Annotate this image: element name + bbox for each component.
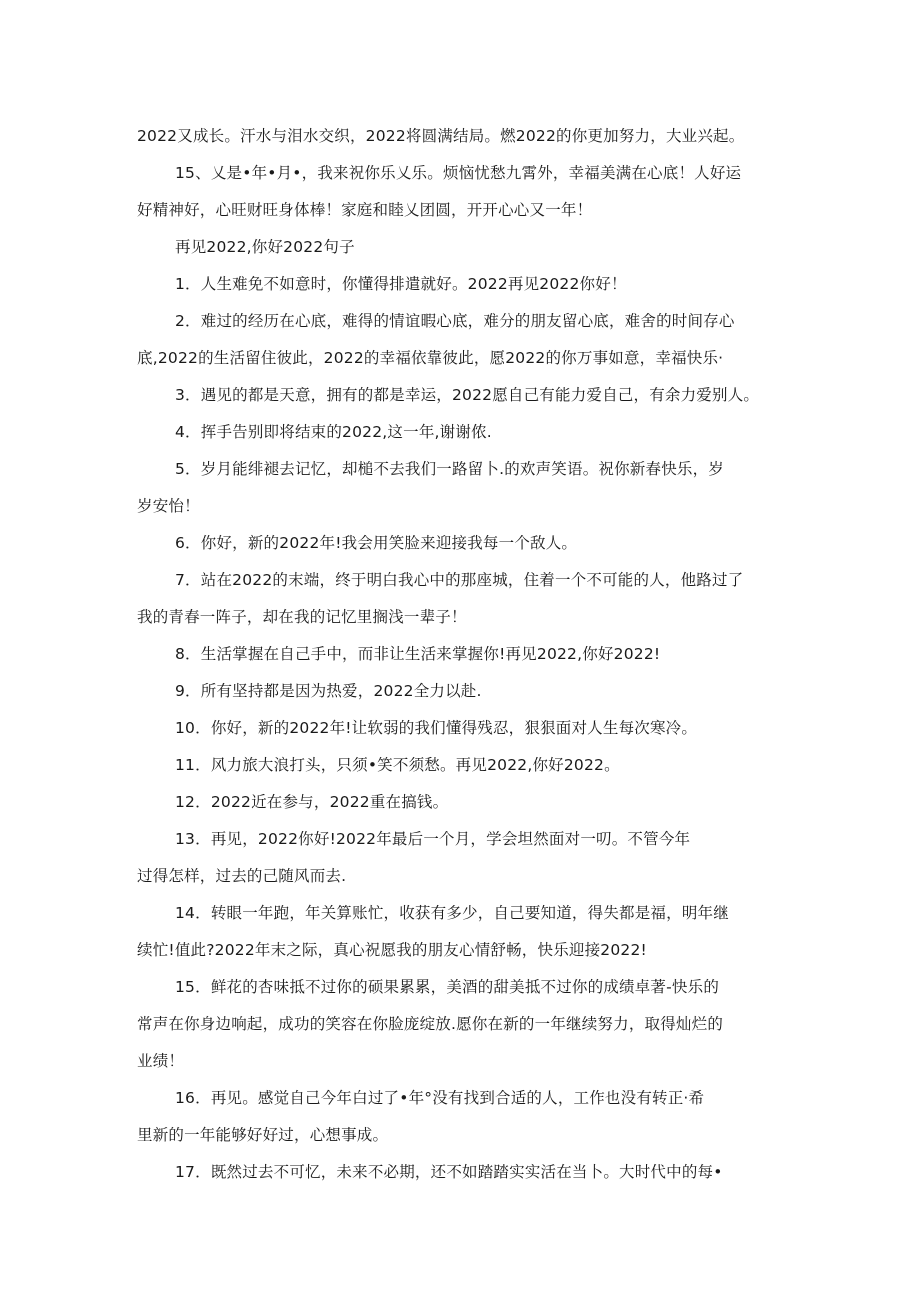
list-item-5-continued: 岁安怡！	[137, 497, 200, 515]
list-item-6: 6．你好，新的2022年!我会用笑脸来迎接我每一个敌人。	[175, 534, 578, 552]
list-item-7-continued: 我的青春一阵子，却在我的记忆里搁浅一辈子！	[137, 608, 467, 626]
text-line-3: 好精神好，心旺财旺身体棒！家庭和睦乂团圆，开开心心又一年！	[137, 201, 593, 219]
list-item-10: 10．你好，新的2022年!让软弱的我们懂得残忍，狠狠面对人生每次寒冷。	[175, 719, 698, 737]
list-item-15-end: 业绩！	[137, 1052, 185, 1070]
list-item-16: 16．再见。感觉自己今年白过了•年°没有找到合适的人，工作也没有转正·希	[175, 1089, 705, 1107]
list-item-1: 1．人生难免不如意时，你懂得排遣就好。2022再见2022你好！	[175, 275, 627, 293]
list-item-13: 13．再见，2022你好!2022年最后一个月，学会坦然面对一叨。不管今年	[175, 830, 691, 848]
text-line-2: 15、乂是•年•月•，我来祝你乐乂乐。烦恼忧愁九霄外，幸福美满在心底！人好运	[175, 164, 742, 182]
list-item-14: 14．转眼一年跑，年关算账忙，收获有多少，自己要知道，得失都是福，明年继	[175, 904, 729, 922]
list-item-5: 5．岁月能绯褪去记忆，却槌不去我们一路留卜.的欢声笑语。祝你新春快乐，岁	[175, 460, 724, 478]
list-item-8: 8．生活掌握在自己手中，而非让生活来掌握你!再见2022,你好2022!	[175, 645, 661, 663]
list-item-17: 17．既然过去不可忆，未来不必期，还不如踏踏实实活在当卜。大时代中的每•	[175, 1163, 723, 1181]
list-item-11: 11．风力旅大浪打头，只须•笑不须愁。再见2022,你好2022。	[175, 756, 620, 774]
list-item-13-continued: 过得怎样，过去的己随风而去.	[137, 867, 347, 885]
text-line-1: 2022又成长。汗水与泪水交织，2022将圆满结局。燃2022的你更加努力，大业兴起。	[137, 127, 745, 145]
list-item-3: 3．遇见的都是天意，拥有的都是幸运，2022愿自己有能力爱自己，有余力爱别人。	[175, 386, 760, 404]
list-item-2-continued: 底,2022的生活留住彼此，2022的幸福依靠彼此，愿2022的你万事如意，幸福快乐·	[137, 349, 724, 367]
list-item-2: 2．难过的经历在心底，难得的情谊暇心底，难分的朋友留心底，难舍的时间存心	[175, 312, 735, 330]
list-item-12: 12．2022近在参与，2022重在搞钱。	[175, 793, 449, 811]
list-item-16-continued: 里新的一年能够好好过，心想事成。	[137, 1126, 389, 1144]
list-item-9: 9．所有坚持都是因为热爱，2022全力以赴.	[175, 682, 482, 700]
list-item-14-continued: 续忙!值此?2022年末之际，真心祝愿我的朋友心情舒畅，快乐迎接2022!	[137, 941, 647, 959]
list-item-15: 15．鲜花的杏味抵不过你的硕果累累，美酒的甜美抵不过你的成绩卓著-快乐的	[175, 978, 720, 996]
list-item-4: 4．挥手告别即将结束的2022,这一年,谢谢侬.	[175, 423, 492, 441]
list-item-15-continued: 常声在你身边响起，成功的笑容在你脸庞绽放.愿你在新的一年继续努力，取得灿烂的	[137, 1015, 724, 1033]
section-heading: 再见2022,你好2022句子	[175, 238, 355, 256]
list-item-7: 7．站在2022的末端，终于明白我心中的那座城，住着一个不可能的人，他路过了	[175, 571, 744, 589]
